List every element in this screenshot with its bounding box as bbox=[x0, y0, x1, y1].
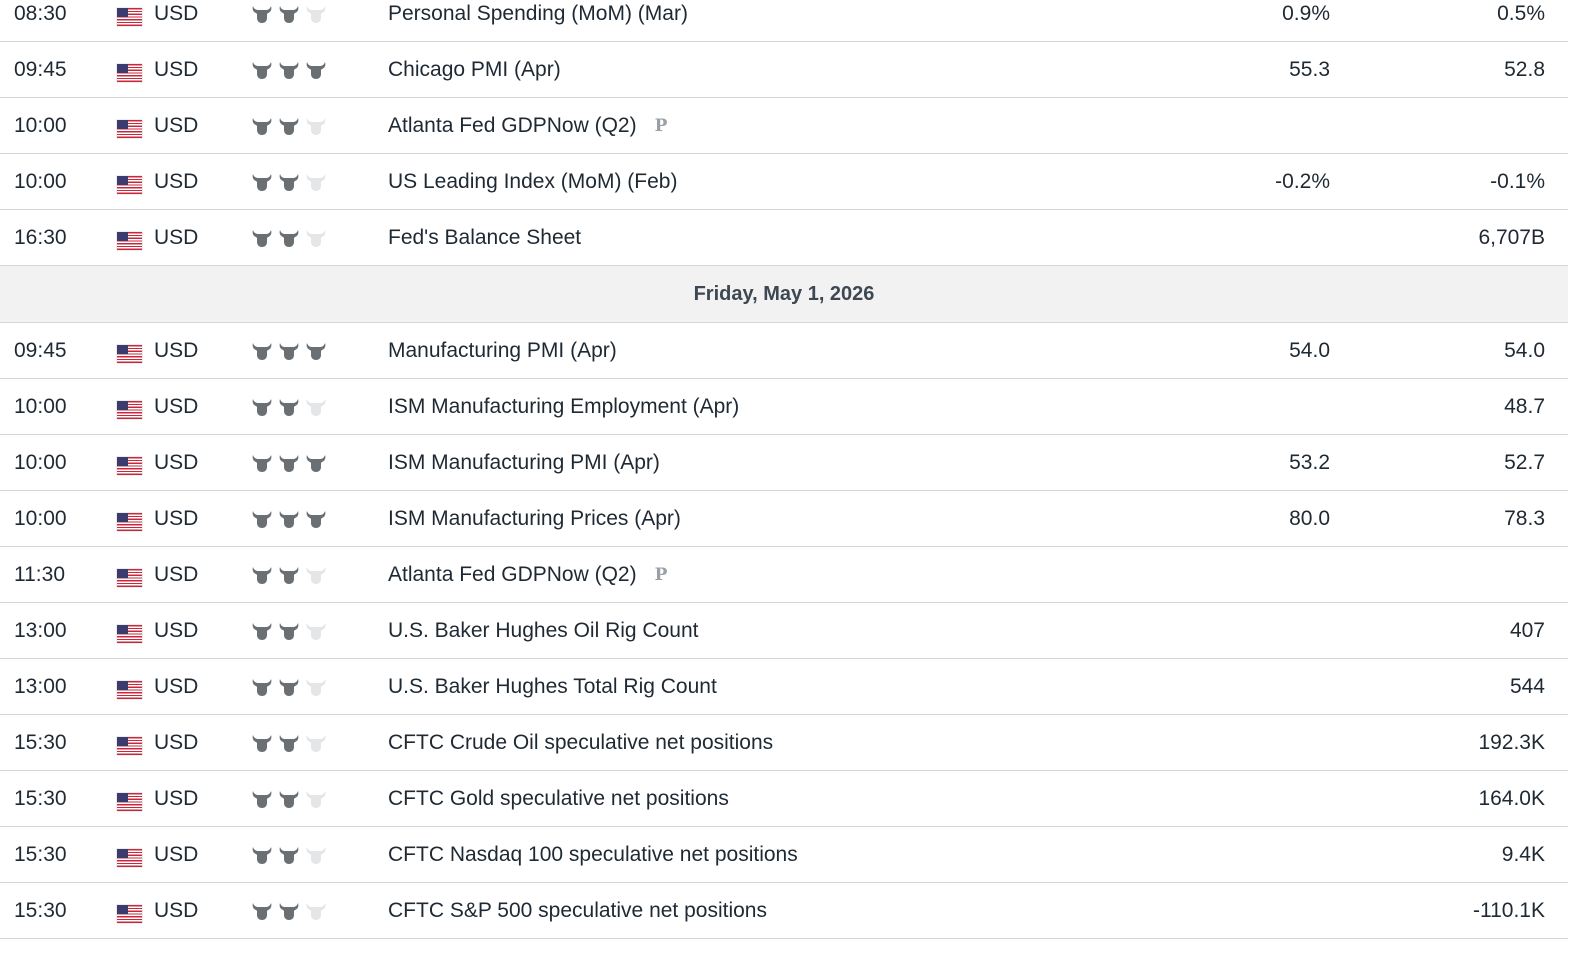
event-name-cell bbox=[388, 491, 681, 546]
us-flag-icon bbox=[117, 345, 142, 363]
bull-icon bbox=[278, 789, 300, 809]
bull-icon bbox=[251, 621, 273, 641]
flag-cell bbox=[117, 323, 142, 378]
event-previous: 0.5% bbox=[1497, 1, 1545, 25]
event-row[interactable] bbox=[0, 603, 1568, 659]
us-flag-icon bbox=[117, 8, 142, 26]
event-previous: 52.8 bbox=[1504, 57, 1545, 81]
event-currency: USD bbox=[154, 169, 199, 193]
bull-icon bbox=[251, 397, 273, 417]
us-flag-icon bbox=[117, 569, 142, 587]
event-name-cell bbox=[388, 827, 798, 882]
bull-icon bbox=[278, 677, 300, 697]
event-previous bbox=[1350, 98, 1545, 153]
bull-icon bbox=[305, 677, 327, 697]
bull-icon bbox=[278, 733, 300, 753]
event-actual bbox=[1150, 827, 1330, 882]
bull-icon bbox=[305, 228, 327, 248]
bull-icon bbox=[278, 116, 300, 136]
event-time: 15:30 bbox=[14, 786, 67, 810]
flag-cell bbox=[117, 491, 142, 546]
importance-rating bbox=[251, 771, 332, 826]
bull-icon bbox=[305, 565, 327, 585]
importance-rating bbox=[251, 379, 332, 434]
event-row[interactable] bbox=[0, 883, 1568, 939]
event-name-cell bbox=[388, 883, 767, 938]
flag-cell bbox=[117, 98, 142, 153]
importance-rating bbox=[251, 883, 332, 938]
event-currency: USD bbox=[154, 338, 199, 362]
event-currency: USD bbox=[154, 113, 199, 137]
us-flag-icon bbox=[117, 793, 142, 811]
bull-icon bbox=[278, 621, 300, 641]
event-currency: USD bbox=[154, 898, 199, 922]
event-time: 10:00 bbox=[14, 113, 67, 137]
event-actual bbox=[1150, 771, 1330, 826]
event-name[interactable]: CFTC Gold speculative net positions bbox=[388, 786, 729, 810]
event-name-cell bbox=[388, 659, 717, 714]
event-time: 10:00 bbox=[14, 169, 67, 193]
bull-icon bbox=[305, 60, 327, 80]
event-row[interactable] bbox=[0, 379, 1568, 435]
event-previous: 407 bbox=[1509, 618, 1545, 642]
event-time: 08:30 bbox=[14, 1, 67, 25]
flag-cell bbox=[117, 435, 142, 490]
event-previous: 52.7 bbox=[1504, 450, 1545, 474]
event-name[interactable]: CFTC S&P 500 speculative net positions bbox=[388, 898, 767, 922]
bull-icon bbox=[278, 565, 300, 585]
event-row[interactable] bbox=[0, 98, 1568, 154]
event-previous: 48.7 bbox=[1504, 394, 1545, 418]
bull-icon bbox=[278, 172, 300, 192]
event-row[interactable] bbox=[0, 323, 1568, 379]
us-flag-icon bbox=[117, 849, 142, 867]
event-time: 10:00 bbox=[14, 450, 67, 474]
bull-icon bbox=[305, 341, 327, 361]
flag-cell bbox=[117, 603, 142, 658]
event-name[interactable]: Atlanta Fed GDPNow (Q2) bbox=[388, 113, 637, 137]
event-currency: USD bbox=[154, 1, 199, 25]
bull-icon bbox=[251, 845, 273, 865]
event-currency: USD bbox=[154, 506, 199, 530]
event-actual bbox=[1150, 715, 1330, 770]
event-actual: 0.9% bbox=[1282, 1, 1330, 25]
event-time: 16:30 bbox=[14, 225, 67, 249]
flag-cell bbox=[117, 659, 142, 714]
event-currency: USD bbox=[154, 394, 199, 418]
event-row[interactable] bbox=[0, 659, 1568, 715]
event-actual bbox=[1150, 659, 1330, 714]
bull-icon bbox=[251, 116, 273, 136]
importance-rating bbox=[251, 715, 332, 770]
bull-icon bbox=[278, 4, 300, 24]
bull-icon bbox=[251, 789, 273, 809]
event-row[interactable] bbox=[0, 491, 1568, 547]
flag-cell bbox=[117, 0, 142, 41]
bull-icon bbox=[278, 397, 300, 417]
event-name[interactable]: ISM Manufacturing PMI (Apr) bbox=[388, 450, 660, 474]
bull-icon bbox=[305, 4, 327, 24]
event-row[interactable] bbox=[0, 771, 1568, 827]
event-name-cell bbox=[388, 98, 667, 153]
event-actual: 53.2 bbox=[1289, 450, 1330, 474]
event-currency: USD bbox=[154, 618, 199, 642]
us-flag-icon bbox=[117, 737, 142, 755]
event-name-cell bbox=[388, 715, 773, 770]
bull-icon bbox=[251, 60, 273, 80]
event-name-cell bbox=[388, 42, 561, 97]
event-row[interactable] bbox=[0, 827, 1568, 883]
event-row[interactable] bbox=[0, 154, 1568, 210]
event-name[interactable]: ISM Manufacturing Employment (Apr) bbox=[388, 394, 740, 418]
bull-icon bbox=[278, 341, 300, 361]
bull-icon bbox=[305, 901, 327, 921]
event-previous bbox=[1350, 547, 1545, 602]
event-row[interactable] bbox=[0, 0, 1568, 42]
flag-cell bbox=[117, 210, 142, 265]
bull-icon bbox=[305, 453, 327, 473]
us-flag-icon bbox=[117, 401, 142, 419]
importance-rating bbox=[251, 323, 332, 378]
event-actual bbox=[1150, 883, 1330, 938]
event-actual bbox=[1150, 603, 1330, 658]
event-time: 09:45 bbox=[14, 338, 67, 362]
importance-rating bbox=[251, 42, 332, 97]
bull-icon bbox=[251, 453, 273, 473]
us-flag-icon bbox=[117, 681, 142, 699]
importance-rating bbox=[251, 0, 332, 41]
us-flag-icon bbox=[117, 457, 142, 475]
event-currency: USD bbox=[154, 450, 199, 474]
us-flag-icon bbox=[117, 120, 142, 138]
flag-cell bbox=[117, 771, 142, 826]
importance-rating bbox=[251, 603, 332, 658]
bull-icon bbox=[278, 453, 300, 473]
event-currency: USD bbox=[154, 562, 199, 586]
event-name[interactable]: U.S. Baker Hughes Total Rig Count bbox=[388, 674, 717, 698]
event-name[interactable]: Personal Spending (MoM) (Mar) bbox=[388, 1, 688, 25]
event-time: 13:00 bbox=[14, 618, 67, 642]
event-actual: 54.0 bbox=[1289, 338, 1330, 362]
event-name-cell bbox=[388, 771, 729, 826]
bull-icon bbox=[278, 509, 300, 529]
event-name-cell bbox=[388, 603, 698, 658]
us-flag-icon bbox=[117, 513, 142, 531]
event-currency: USD bbox=[154, 225, 199, 249]
event-name[interactable]: ISM Manufacturing Prices (Apr) bbox=[388, 506, 681, 530]
event-previous: 6,707B bbox=[1478, 225, 1545, 249]
event-name-cell bbox=[388, 210, 581, 265]
us-flag-icon bbox=[117, 905, 142, 923]
event-previous: -110.1K bbox=[1473, 898, 1545, 922]
bull-icon bbox=[251, 733, 273, 753]
event-time: 15:30 bbox=[14, 842, 67, 866]
event-actual: 80.0 bbox=[1289, 506, 1330, 530]
event-row[interactable] bbox=[0, 435, 1568, 491]
importance-rating bbox=[251, 547, 332, 602]
event-currency: USD bbox=[154, 842, 199, 866]
event-name-cell bbox=[388, 435, 660, 490]
importance-rating bbox=[251, 659, 332, 714]
bull-icon bbox=[251, 4, 273, 24]
preliminary-icon: P bbox=[654, 564, 668, 585]
event-name[interactable]: Fed's Balance Sheet bbox=[388, 225, 582, 249]
flag-cell bbox=[117, 715, 142, 770]
event-row[interactable] bbox=[0, 715, 1568, 771]
event-previous: 192.3K bbox=[1478, 730, 1545, 754]
event-time: 15:30 bbox=[14, 898, 67, 922]
event-name-cell bbox=[388, 547, 667, 602]
event-name[interactable]: Manufacturing PMI (Apr) bbox=[388, 338, 617, 362]
event-row[interactable] bbox=[0, 42, 1568, 98]
flag-cell bbox=[117, 379, 142, 434]
importance-rating bbox=[251, 154, 332, 209]
bull-icon bbox=[305, 116, 327, 136]
event-currency: USD bbox=[154, 674, 199, 698]
bull-icon bbox=[305, 172, 327, 192]
event-row[interactable] bbox=[0, 210, 1568, 266]
flag-cell bbox=[117, 547, 142, 602]
us-flag-icon bbox=[117, 64, 142, 82]
event-actual bbox=[1150, 547, 1330, 602]
bull-icon bbox=[251, 677, 273, 697]
event-time: 10:00 bbox=[14, 506, 67, 530]
us-flag-icon bbox=[117, 625, 142, 643]
bull-icon bbox=[251, 341, 273, 361]
bull-icon bbox=[251, 901, 273, 921]
event-time: 15:30 bbox=[14, 730, 67, 754]
event-row[interactable] bbox=[0, 547, 1568, 603]
event-currency: USD bbox=[154, 786, 199, 810]
bull-icon bbox=[251, 565, 273, 585]
event-name-cell bbox=[388, 323, 617, 378]
event-name-cell bbox=[388, 0, 688, 41]
importance-rating bbox=[251, 210, 332, 265]
event-previous: 544 bbox=[1509, 674, 1545, 698]
importance-rating bbox=[251, 827, 332, 882]
bull-icon bbox=[278, 228, 300, 248]
event-previous: 54.0 bbox=[1504, 338, 1545, 362]
event-name-cell bbox=[388, 154, 677, 209]
event-previous: 9.4K bbox=[1501, 842, 1545, 866]
event-name[interactable]: CFTC Crude Oil speculative net positions bbox=[388, 730, 774, 754]
bull-icon bbox=[305, 789, 327, 809]
event-previous: -0.1% bbox=[1490, 169, 1545, 193]
event-actual bbox=[1150, 210, 1330, 265]
date-header: Friday, May 1, 2026 bbox=[0, 266, 1568, 323]
bull-icon bbox=[251, 172, 273, 192]
event-name[interactable]: Atlanta Fed GDPNow (Q2) bbox=[388, 562, 637, 586]
flag-cell bbox=[117, 154, 142, 209]
event-time: 10:00 bbox=[14, 394, 67, 418]
bull-icon bbox=[278, 845, 300, 865]
event-actual bbox=[1150, 379, 1330, 434]
importance-rating bbox=[251, 98, 332, 153]
event-time: 13:00 bbox=[14, 674, 67, 698]
us-flag-icon bbox=[117, 232, 142, 250]
bull-icon bbox=[305, 509, 327, 529]
bull-icon bbox=[305, 845, 327, 865]
event-time: 09:45 bbox=[14, 57, 67, 81]
event-time: 11:30 bbox=[14, 562, 65, 586]
bull-icon bbox=[278, 901, 300, 921]
event-actual: -0.2% bbox=[1275, 169, 1330, 193]
us-flag-icon bbox=[117, 176, 142, 194]
event-name[interactable]: U.S. Baker Hughes Oil Rig Count bbox=[388, 618, 699, 642]
event-actual bbox=[1150, 98, 1330, 153]
bull-icon bbox=[305, 733, 327, 753]
flag-cell bbox=[117, 42, 142, 97]
flag-cell bbox=[117, 827, 142, 882]
bull-icon bbox=[305, 621, 327, 641]
event-currency: USD bbox=[154, 57, 199, 81]
event-name[interactable]: Chicago PMI (Apr) bbox=[388, 57, 561, 81]
bull-icon bbox=[251, 228, 273, 248]
event-name[interactable]: CFTC Nasdaq 100 speculative net positions bbox=[388, 842, 798, 866]
event-previous: 164.0K bbox=[1478, 786, 1545, 810]
bull-icon bbox=[278, 60, 300, 80]
event-name[interactable]: US Leading Index (MoM) (Feb) bbox=[388, 169, 678, 193]
event-previous: 78.3 bbox=[1504, 506, 1545, 530]
event-actual: 55.3 bbox=[1289, 57, 1330, 81]
bull-icon bbox=[305, 397, 327, 417]
flag-cell bbox=[117, 883, 142, 938]
event-name-cell bbox=[388, 379, 739, 434]
bull-icon bbox=[251, 509, 273, 529]
event-currency: USD bbox=[154, 730, 199, 754]
preliminary-icon: P bbox=[654, 115, 668, 136]
importance-rating bbox=[251, 491, 332, 546]
importance-rating bbox=[251, 435, 332, 490]
